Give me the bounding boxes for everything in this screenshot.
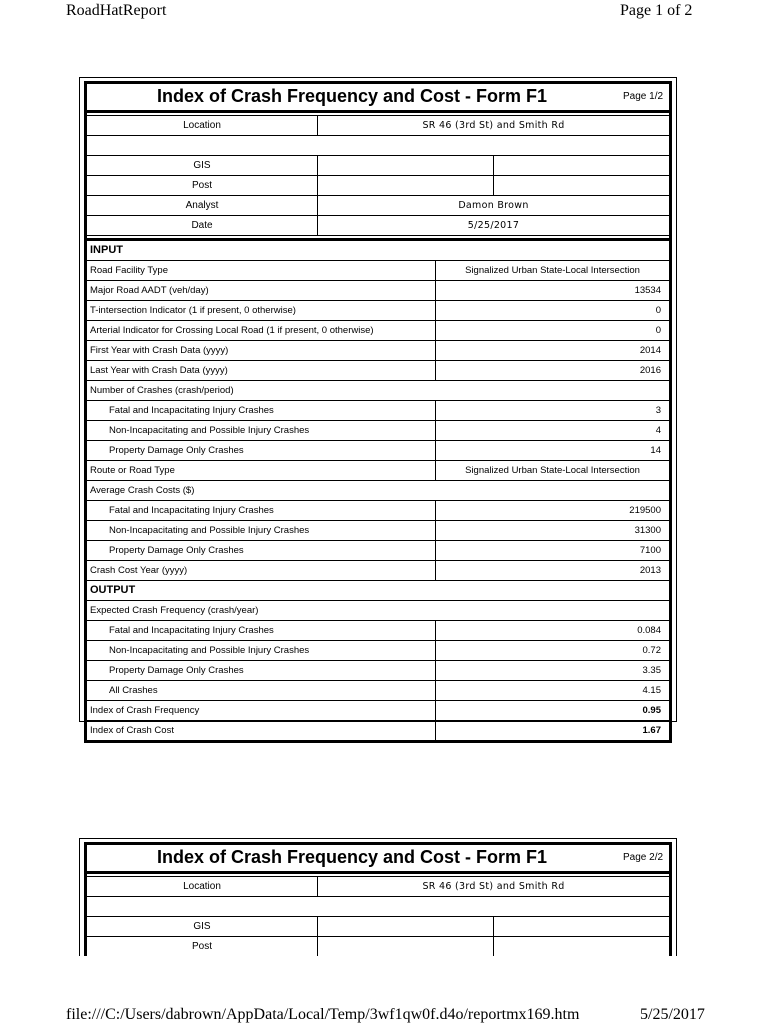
gis-value-1 <box>318 156 494 175</box>
row-label: All Crashes <box>87 681 436 700</box>
row-label: Major Road AADT (veh/day) <box>87 281 436 300</box>
date-value: 5/25/2017 <box>467 220 520 231</box>
input-row <box>87 261 669 281</box>
analyst-row <box>87 196 669 216</box>
row-label: Arterial Indicator for Crossing Local Road (1 if present, 0 otherwise) <box>87 321 436 340</box>
row-label: Property Damage Only Crashes <box>87 541 436 560</box>
input-row <box>87 541 669 561</box>
output-row <box>87 701 669 721</box>
input-group-row <box>87 381 669 401</box>
location-label: Location <box>87 116 318 135</box>
post-value-2 <box>494 937 669 956</box>
output-row <box>87 721 669 740</box>
input-row <box>87 441 669 461</box>
row-label: Expected Crash Frequency (crash/year) <box>90 605 259 616</box>
gis-value-1 <box>318 917 494 936</box>
location-value: SR 46 (3rd St) and Smith Rd <box>422 120 565 131</box>
gis-row <box>87 156 669 176</box>
row-value: 0.95 <box>642 705 661 716</box>
row-value: 3.35 <box>642 665 661 676</box>
analyst-label: Analyst <box>87 196 318 215</box>
post-row <box>87 937 669 956</box>
row-label: Non-Incapacitating and Possible Injury Crashes <box>87 641 436 660</box>
row-label: First Year with Crash Data (yyyy) <box>87 341 436 360</box>
row-value: 0 <box>655 305 661 316</box>
post-value-1 <box>318 937 494 956</box>
print-date: 5/25/2017 <box>640 1006 705 1023</box>
row-label: Index of Crash Cost <box>87 721 436 740</box>
input-row <box>87 281 669 301</box>
input-group-row <box>87 481 669 501</box>
row-label: Last Year with Crash Data (yyyy) <box>87 361 436 380</box>
input-row <box>87 401 669 421</box>
location-row <box>87 115 669 136</box>
page-indicator: Page 1 of 2 <box>620 2 693 19</box>
form-title: Index of Crash Frequency and Cost - Form F1 <box>156 86 548 106</box>
row-label: Fatal and Incapacitating Injury Crashes <box>87 401 436 420</box>
output-heading: OUTPUT <box>87 581 669 601</box>
gis-value-2 <box>494 156 669 175</box>
file-path: file:///C:/Users/dabrown/AppData/Local/Temp/3wf1qw0f.d4o/reportmx169.htm <box>66 1006 580 1023</box>
gis-label: GIS <box>87 917 318 936</box>
row-value: 4 <box>655 425 661 436</box>
form-title-bar <box>87 81 669 113</box>
row-value: 14 <box>650 445 661 456</box>
input-row <box>87 501 669 521</box>
form-f1-page2 <box>79 838 677 956</box>
analyst-value: Damon Brown <box>458 200 529 211</box>
row-value: Signalized Urban State-Local Intersection <box>465 265 640 276</box>
row-value: 13534 <box>634 285 661 296</box>
date-label: Date <box>87 216 318 235</box>
row-value: 1.67 <box>642 725 661 736</box>
report-title: RoadHatReport <box>66 2 167 19</box>
row-label: Non-Incapacitating and Possible Injury Crashes <box>87 521 436 540</box>
row-label: Road Facility Type <box>87 261 436 280</box>
post-label: Post <box>87 937 318 956</box>
row-value: 7100 <box>639 545 661 556</box>
row-label: T-intersection Indicator (1 if present, 0 otherwise) <box>87 301 436 320</box>
row-value: 0.72 <box>642 645 661 656</box>
location-value: SR 46 (3rd St) and Smith Rd <box>422 881 565 892</box>
row-value: 2014 <box>639 345 661 356</box>
row-label: Property Damage Only Crashes <box>87 661 436 680</box>
row-value: 0 <box>655 325 661 336</box>
input-row <box>87 561 669 581</box>
row-label: Fatal and Incapacitating Injury Crashes <box>87 621 436 640</box>
location-label: Location <box>87 877 318 896</box>
row-label: Non-Incapacitating and Possible Injury Crashes <box>87 421 436 440</box>
gis-row <box>87 917 669 937</box>
row-value: 31300 <box>634 525 661 536</box>
form-page-number: Page 2/2 <box>623 852 664 863</box>
input-row <box>87 461 669 481</box>
input-row <box>87 361 669 381</box>
row-value: Signalized Urban State-Local Intersection <box>465 465 640 476</box>
output-row <box>87 661 669 681</box>
spacer-row <box>87 897 669 917</box>
row-value: 4.15 <box>642 685 661 696</box>
output-row <box>87 641 669 661</box>
input-row <box>87 321 669 341</box>
post-row <box>87 176 669 196</box>
output-group-row <box>87 601 669 621</box>
input-row <box>87 341 669 361</box>
input-row <box>87 301 669 321</box>
row-label: Crash Cost Year (yyyy) <box>87 561 436 580</box>
post-value-1 <box>318 176 494 195</box>
row-value: 2016 <box>639 365 661 376</box>
spacer-row <box>87 136 669 156</box>
row-label: Average Crash Costs ($) <box>90 485 195 496</box>
form-f1-page1 <box>79 77 677 736</box>
form-page-number: Page 1/2 <box>623 91 664 102</box>
input-row <box>87 421 669 441</box>
row-value: 0.084 <box>637 625 661 636</box>
row-label: Number of Crashes (crash/period) <box>90 385 234 396</box>
location-row <box>87 876 669 897</box>
row-value: 219500 <box>629 505 661 516</box>
row-label: Property Damage Only Crashes <box>87 441 436 460</box>
output-row <box>87 681 669 701</box>
row-label: Index of Crash Frequency <box>87 701 436 720</box>
gis-value-2 <box>494 917 669 936</box>
row-label: Fatal and Incapacitating Injury Crashes <box>87 501 436 520</box>
output-row <box>87 621 669 641</box>
input-heading: INPUT <box>87 241 669 261</box>
post-value-2 <box>494 176 669 195</box>
input-row <box>87 521 669 541</box>
post-label: Post <box>87 176 318 195</box>
date-row <box>87 216 669 236</box>
row-value: 2013 <box>639 565 661 576</box>
form-title: Index of Crash Frequency and Cost - Form F1 <box>156 847 548 867</box>
row-label: Route or Road Type <box>87 461 436 480</box>
row-value: 3 <box>655 405 661 416</box>
gis-label: GIS <box>87 156 318 175</box>
form-title-bar <box>87 842 669 874</box>
